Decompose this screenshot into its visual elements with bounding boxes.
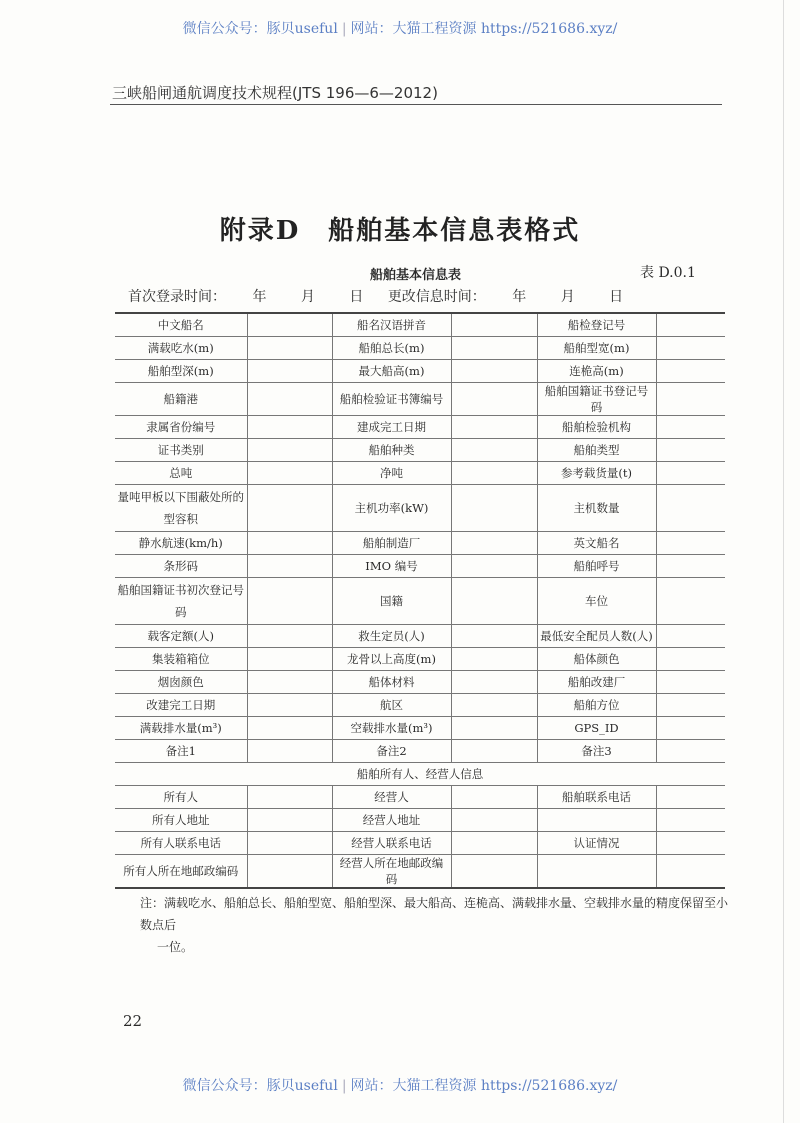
table-row bbox=[115, 717, 725, 740]
field-label: 烟囱颜色 bbox=[115, 671, 247, 694]
table-caption: 船舶基本信息表 bbox=[370, 268, 462, 283]
field-value-cell[interactable] bbox=[451, 671, 537, 694]
field-value-cell[interactable] bbox=[451, 786, 537, 809]
field-label: 船舶检验证书簿编号 bbox=[332, 383, 451, 416]
field-value-cell[interactable] bbox=[247, 462, 332, 485]
field-label: 船舶国籍证书初次登记号码 bbox=[115, 578, 247, 625]
watermark-right: 网站：大猫工程资源 https://521686.xyz/ bbox=[350, 1078, 618, 1094]
table-row bbox=[115, 832, 725, 855]
field-label: 建成完工日期 bbox=[332, 416, 451, 439]
field-label: 总吨 bbox=[115, 462, 247, 485]
field-label: 满载排水量(m³) bbox=[115, 717, 247, 740]
field-label: 载客定额(人) bbox=[115, 625, 247, 648]
field-value-cell[interactable] bbox=[451, 717, 537, 740]
header-rule bbox=[110, 104, 722, 105]
field-label: 主机功率(kW) bbox=[332, 485, 451, 532]
field-label: 国籍 bbox=[332, 578, 451, 625]
section-title: 船舶所有人、经营人信息 bbox=[115, 763, 725, 786]
field-value-cell[interactable] bbox=[656, 855, 725, 889]
field-value-cell[interactable] bbox=[247, 855, 332, 889]
field-label: 船舶呼号 bbox=[537, 555, 656, 578]
field-value-cell[interactable] bbox=[451, 832, 537, 855]
field-value-cell[interactable] bbox=[656, 717, 725, 740]
field-label bbox=[537, 809, 656, 832]
field-label: 最低安全配员人数(人) bbox=[537, 625, 656, 648]
note-line-2: 一位。 bbox=[157, 940, 194, 954]
field-value-cell[interactable] bbox=[451, 313, 537, 337]
field-value-cell[interactable] bbox=[451, 462, 537, 485]
change-month: 月 bbox=[560, 289, 575, 305]
time-line bbox=[128, 286, 623, 306]
field-value-cell[interactable] bbox=[247, 578, 332, 625]
field-label: 经营人 bbox=[332, 786, 451, 809]
table-row bbox=[115, 313, 725, 337]
field-label: 参考载货量(t) bbox=[537, 462, 656, 485]
field-value-cell[interactable] bbox=[247, 555, 332, 578]
table-row bbox=[115, 416, 725, 439]
field-label: 船籍港 bbox=[115, 383, 247, 416]
field-value-cell[interactable] bbox=[451, 383, 537, 416]
field-value-cell[interactable] bbox=[656, 809, 725, 832]
field-value-cell[interactable] bbox=[247, 671, 332, 694]
field-label: 船舶联系电话 bbox=[537, 786, 656, 809]
field-value-cell[interactable] bbox=[656, 313, 725, 337]
running-header: 三峡船闸通航调度技术规程(JTS 196—6—2012) bbox=[112, 84, 438, 102]
watermark-separator: | bbox=[341, 21, 347, 37]
field-value-cell[interactable] bbox=[451, 439, 537, 462]
field-label: 隶属省份编号 bbox=[115, 416, 247, 439]
field-label: 集装箱箱位 bbox=[115, 648, 247, 671]
field-value-cell[interactable] bbox=[656, 648, 725, 671]
field-label: 船舶型深(m) bbox=[115, 360, 247, 383]
field-label: 备注1 bbox=[115, 740, 247, 763]
watermark-left: 微信公众号：豚贝useful bbox=[182, 21, 338, 37]
field-value-cell[interactable] bbox=[656, 786, 725, 809]
first-day: 日 bbox=[349, 289, 364, 305]
field-label: 船舶国籍证书登记号码 bbox=[537, 383, 656, 416]
field-label: 船体颜色 bbox=[537, 648, 656, 671]
table-note bbox=[140, 892, 730, 958]
field-label: 船舶类型 bbox=[537, 439, 656, 462]
field-label: 船舶种类 bbox=[332, 439, 451, 462]
field-value-cell[interactable] bbox=[247, 416, 332, 439]
field-label: 航区 bbox=[332, 694, 451, 717]
table-row bbox=[115, 625, 725, 648]
note-line-1: 注：满载吃水、船舶总长、船舶型宽、船舶型深、最大船高、连桅高、满载排水量、空载排水量的精度保留至小数点后 bbox=[140, 896, 729, 932]
field-label: 中文船名 bbox=[115, 313, 247, 337]
field-value-cell[interactable] bbox=[247, 313, 332, 337]
field-value-cell[interactable] bbox=[451, 855, 537, 889]
field-label: 船体材料 bbox=[332, 671, 451, 694]
field-value-cell[interactable] bbox=[656, 694, 725, 717]
field-label: 最大船高(m) bbox=[332, 360, 451, 383]
field-label: 经营人联系电话 bbox=[332, 832, 451, 855]
field-label bbox=[537, 855, 656, 889]
watermark-separator: | bbox=[341, 1078, 347, 1094]
table-row bbox=[115, 360, 725, 383]
field-value-cell[interactable] bbox=[247, 648, 332, 671]
field-value-cell[interactable] bbox=[656, 416, 725, 439]
field-label: 认证情况 bbox=[537, 832, 656, 855]
table-row bbox=[115, 532, 725, 555]
field-value-cell[interactable] bbox=[451, 648, 537, 671]
first-month: 月 bbox=[300, 289, 315, 305]
field-value-cell[interactable] bbox=[451, 555, 537, 578]
field-value-cell[interactable] bbox=[451, 740, 537, 763]
field-label: 船舶型宽(m) bbox=[537, 337, 656, 360]
field-value-cell[interactable] bbox=[656, 439, 725, 462]
field-value-cell[interactable] bbox=[656, 671, 725, 694]
field-label: 船舶改建厂 bbox=[537, 671, 656, 694]
field-value-cell[interactable] bbox=[451, 625, 537, 648]
field-value-cell[interactable] bbox=[656, 832, 725, 855]
field-value-cell[interactable] bbox=[451, 694, 537, 717]
field-label: 主机数量 bbox=[537, 485, 656, 532]
field-label: 备注2 bbox=[332, 740, 451, 763]
table-row bbox=[115, 462, 725, 485]
field-value-cell[interactable] bbox=[247, 485, 332, 532]
field-value-cell[interactable] bbox=[656, 532, 725, 555]
table-row bbox=[115, 439, 725, 462]
field-value-cell[interactable] bbox=[247, 694, 332, 717]
field-label: 车位 bbox=[537, 578, 656, 625]
field-value-cell[interactable] bbox=[247, 532, 332, 555]
field-value-cell[interactable] bbox=[451, 337, 537, 360]
field-label: 所有人 bbox=[115, 786, 247, 809]
field-label: 船舶制造厂 bbox=[332, 532, 451, 555]
field-value-cell[interactable] bbox=[656, 337, 725, 360]
field-label: 经营人地址 bbox=[332, 809, 451, 832]
first-year: 年 bbox=[252, 289, 267, 305]
field-label: 船舶检验机构 bbox=[537, 416, 656, 439]
field-value-cell[interactable] bbox=[247, 360, 332, 383]
change-time-label: 更改信息时间： bbox=[387, 289, 486, 305]
field-value-cell[interactable] bbox=[247, 717, 332, 740]
field-value-cell[interactable] bbox=[247, 383, 332, 416]
field-label: 满载吃水(m) bbox=[115, 337, 247, 360]
field-value-cell[interactable] bbox=[451, 809, 537, 832]
table-row bbox=[115, 485, 725, 532]
field-label: 所有人联系电话 bbox=[115, 832, 247, 855]
watermark-left: 微信公众号：豚贝useful bbox=[182, 1078, 338, 1094]
change-day: 日 bbox=[609, 289, 624, 305]
field-value-cell[interactable] bbox=[451, 532, 537, 555]
field-value-cell[interactable] bbox=[451, 416, 537, 439]
field-label: 净吨 bbox=[332, 462, 451, 485]
field-label: 条形码 bbox=[115, 555, 247, 578]
field-value-cell[interactable] bbox=[656, 462, 725, 485]
table-number: 表 D.0.1 bbox=[640, 265, 696, 281]
field-label: 船名汉语拼音 bbox=[332, 313, 451, 337]
first-entry-label: 首次登录时间： bbox=[128, 289, 226, 305]
field-value-cell[interactable] bbox=[247, 786, 332, 809]
watermark-top bbox=[0, 18, 800, 38]
field-value-cell[interactable] bbox=[656, 360, 725, 383]
field-value-cell[interactable] bbox=[247, 337, 332, 360]
field-value-cell[interactable] bbox=[656, 740, 725, 763]
field-label: 备注3 bbox=[537, 740, 656, 763]
field-value-cell[interactable] bbox=[656, 485, 725, 532]
field-value-cell[interactable] bbox=[247, 625, 332, 648]
field-label: 空载排水量(m³) bbox=[332, 717, 451, 740]
field-value-cell[interactable] bbox=[247, 439, 332, 462]
field-label: 龙骨以上高度(m) bbox=[332, 648, 451, 671]
field-label: 量吨甲板以下围蔽处所的型容积 bbox=[115, 485, 247, 532]
table-row bbox=[115, 740, 725, 763]
table-row bbox=[115, 786, 725, 809]
section-row bbox=[115, 763, 725, 786]
field-label: 静水航速(km/h) bbox=[115, 532, 247, 555]
table-row bbox=[115, 809, 725, 832]
table-row bbox=[115, 383, 725, 416]
ship-info-table bbox=[115, 312, 725, 889]
field-value-cell[interactable] bbox=[656, 625, 725, 648]
field-label: IMO 编号 bbox=[332, 555, 451, 578]
watermark-right: 网站：大猫工程资源 https://521686.xyz/ bbox=[350, 21, 618, 37]
field-label: 所有人地址 bbox=[115, 809, 247, 832]
field-label: 船检登记号 bbox=[537, 313, 656, 337]
field-value-cell[interactable] bbox=[451, 578, 537, 625]
field-label: 船舶总长(m) bbox=[332, 337, 451, 360]
page-title: 附录D 船舶基本信息表格式 bbox=[219, 216, 581, 246]
watermark-bottom bbox=[0, 1075, 800, 1095]
field-value-cell[interactable] bbox=[247, 832, 332, 855]
field-label: 所有人所在地邮政编码 bbox=[115, 855, 247, 889]
table-row bbox=[115, 578, 725, 625]
change-year: 年 bbox=[512, 289, 527, 305]
table-row bbox=[115, 337, 725, 360]
page-number: 22 bbox=[123, 1012, 143, 1030]
field-label: 救生定员(人) bbox=[332, 625, 451, 648]
field-value-cell[interactable] bbox=[656, 555, 725, 578]
field-label: 连桅高(m) bbox=[537, 360, 656, 383]
table-row bbox=[115, 694, 725, 717]
field-label: GPS_ID bbox=[537, 717, 656, 740]
field-value-cell[interactable] bbox=[247, 809, 332, 832]
field-value-cell[interactable] bbox=[451, 485, 537, 532]
field-label: 改建完工日期 bbox=[115, 694, 247, 717]
field-label: 证书类别 bbox=[115, 439, 247, 462]
table-row bbox=[115, 555, 725, 578]
field-label: 英文船名 bbox=[537, 532, 656, 555]
field-label: 船舶方位 bbox=[537, 694, 656, 717]
field-value-cell[interactable] bbox=[656, 383, 725, 416]
field-value-cell[interactable] bbox=[247, 740, 332, 763]
page-edge bbox=[783, 0, 784, 1123]
table-row bbox=[115, 648, 725, 671]
field-value-cell[interactable] bbox=[656, 578, 725, 625]
field-value-cell[interactable] bbox=[451, 360, 537, 383]
table-row bbox=[115, 671, 725, 694]
field-label: 经营人所在地邮政编码 bbox=[332, 855, 451, 889]
table-row bbox=[115, 855, 725, 889]
